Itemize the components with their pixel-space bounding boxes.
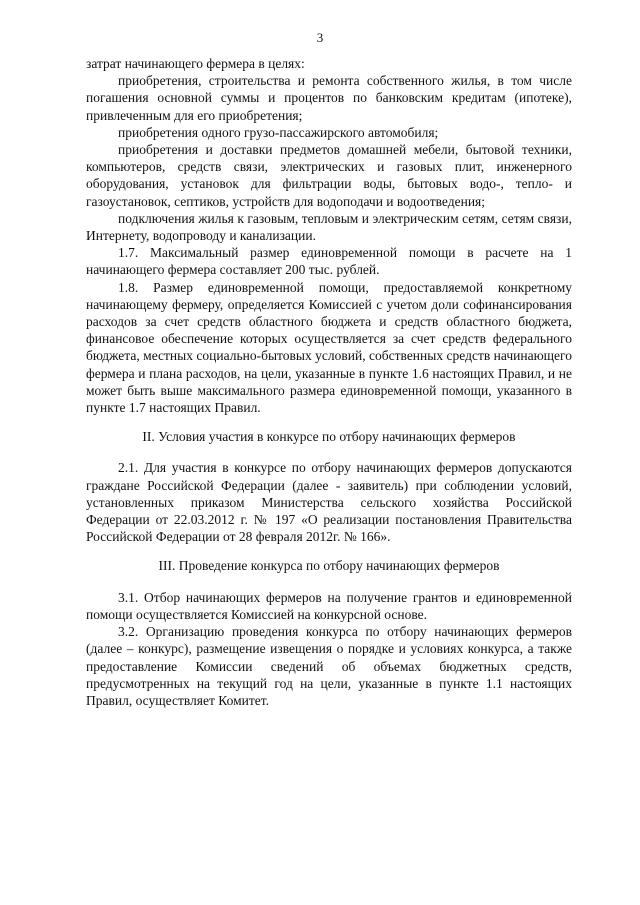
- paragraph-furniture: приобретения и доставки предметов домашней мебели, бытовой техники, компьютеров, средств связи, электрических и газовых плит, инженерного оборудования, установок для фильтрации воды, бытовых водо-, тепло- и газоустановок, септиков, устройств для водоподачи и водоотведения;: [86, 142, 572, 209]
- paragraph-1-8: 1.8. Размер единовременной помощи, предоставляемой конкретному начинающему фермеру, определяется Комиссией с учетом доли софинансирования расходов за счет средств областного бюджета и средств областного бюджета, финансовое обеспечение которых осуществляется за счет средств федерального бюджета, местных социально-бытовых условий, собственных средств начинающего фермера и плана расходов, на цели, указанные в пункте 1.6 настоящих Правил, и не может быть выше максимального размера единовременной помощи, указанного в пункте 1.7 настоящих Правил.: [86, 279, 572, 416]
- paragraph-1-7: 1.7. Максимальный размер единовременной помощи в расчете на 1 начинающего фермера составляет 200 тыс. рублей.: [86, 245, 572, 278]
- paragraph-2-1: 2.1. Для участия в конкурсе по отбору начинающих фермеров допускаются граждане Российской Федерации (далее - заявитель) при соблюдении условий, установленных приказом Министерства сельского хозяйства Российской Федерации от 22.03.2012 г. № 197 «О реализации постановления Правительства Российской Федерации от 28 февраля 2012г. № 166».: [86, 460, 572, 545]
- paragraph-3-2: 3.2. Организацию проведения конкурса по отбору начинающих фермеров (далее – конкурс), размещение извещения о порядке и условиях конкурса, а также предоставление Комиссии сведений об объемах бюджетных средств, предусмотренных на текущий год на цели, указанные в пункте 1.1 настоящих Правил, осуществляет Комитет.: [86, 624, 572, 708]
- paragraph-continuation: затрат начинающего фермера в целях:: [86, 56, 305, 71]
- paragraph-utilities: подключения жилья к газовым, тепловым и электрическим сетям, сетям связи, Интернету, водопроводу и канализации.: [86, 210, 572, 244]
- page-number: 3: [316, 30, 324, 45]
- section-3-heading: III. Проведение конкурса по отбору начинающих фермеров: [158, 558, 500, 574]
- section-2-heading: II. Условия участия в конкурсе по отбору начинающих фермеров: [142, 429, 516, 445]
- paragraph-housing: приобретения, строительства и ремонта собственного жилья, в том числе погашения основной суммы и процентов по банковским кредитам (ипотеке), привлеченным для его приобретения;: [86, 73, 572, 123]
- paragraph-vehicle: приобретения одного грузо-пассажирского автомобиля;: [118, 124, 439, 140]
- document-body: [86, 55, 572, 709]
- paragraph-3-1: 3.1. Отбор начинающих фермеров на получение грантов и единовременной помощи осуществляется Комиссией на конкурсной основе.: [86, 589, 572, 622]
